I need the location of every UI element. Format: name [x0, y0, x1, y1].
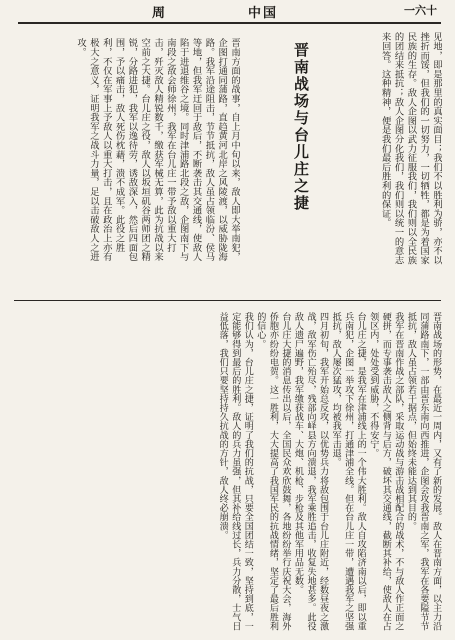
bottom-paragraph: 四月初旬，我军开始总反攻，以优势兵力将敌包围于台儿庄附近，经数昼夜之激战，敌军伤亡殆尽，残部向峄县方向溃退，我军乘胜追击，收复失地甚多。此役敌人遗尸遍野，我军缴获战车、大炮、机枪、步枪及其他军用品无数。	[292, 312, 329, 631]
header-china: 中国	[248, 6, 279, 21]
article-title: 晋南战场与台儿庄之捷	[292, 42, 310, 212]
top-left-column: 晋南方面的战事，自上月中旬以来，敌人即大举南犯，企图打通同蒲路，直趋黄河北岸之风陵渡，以威胁陇海路。我军沿途阻击，节节抵抗，敌人虽占领临汾、侯马等地，但我军迂回于敌后，不断袭击其交通线，使敌人陷于进退维谷之境。同时津浦路北段之敌，企图南下与南段之敌会师徐州，我军在台儿庄一带予敌以重大打击，歼灭敌人精锐数千，缴获军械无算，此为抗战以来空前之大捷。台儿庄之役，敌人以坂垣矶谷两师团之精锐，分路进犯，我军以逸待劳，诱敌深入，然后四面包围，予以痛击，敌人死伤枕藉，溃不成军。此役之胜利，不仅在军事上予敌人以重大打击，且在政治上亦有极大之意义，证明我军之战斗力量，足以击破敌人之进攻。	[75, 38, 240, 262]
header-page-number: 一六十	[404, 4, 437, 17]
bottom-paragraph: 晋南战场的形势，在最近一周内，又有了新的发展。敌人在晋南方面，以主力沿同蒲路南下，一部由晋东南向西推进，企图会攻我晋南之军，我军在各要隘节节抵抗，敌人虽占领若干据点，但始终未能达到其目的。	[405, 312, 441, 631]
top-right-column: 见地，即是那里的真实面目；我们不以胜利为骄，亦不以挫折而馁，但我们的一切努力，一切牺牲，都是为着国家民族的生存。敌人企图以武力征服我们，我们则以全民族的团结来抵抗；敌人企图分化我们，我们则以统一的意志来回答。这种精神，便是我们最后胜利的保证。	[379, 32, 442, 265]
header-weekly: 周	[152, 6, 168, 21]
bottom-paragraph: 台儿庄大捷的消息传出以后，全国民众欢欣鼓舞，各地纷纷举行庆祝大会，海外侨胞亦纷纷电贺。这一胜利，大大提高了我国军民的抗战情绪，坚定了最后胜利的信心。	[255, 312, 291, 631]
bottom-paragraph: 我们认为，台儿庄之捷，证明了我们的抗战，只要全国团结一致，坚持到底，一定能够得到最后的胜利。敌人的兵力虽强，但其补给线过长，兵力分散，士气日益低落，我们只要坚持持久抗战的方针，敌人终必崩溃。	[217, 312, 253, 631]
bottom-paragraph: 台儿庄之捷，是我军在津浦线上的一个伟大胜利。敌人自攻陷济南以后，即以重兵南犯，企图一举攻下徐州，打通津浦全线。但在台儿庄一带，遭遇我军之坚强抵抗，敌人屡次猛攻，均被我军击退。	[330, 312, 366, 631]
section-divider	[14, 300, 441, 301]
page-header	[18, 0, 441, 24]
bottom-paragraph: 我军在晋南作战之部队，采取运动战与游击战相配合的战术，不与敌人作正面之硬拼，而专事袭击敌人之侧背与后方，破坏其交通线，截断其补给，使敌人在占领区内，处处受到威胁，不得安宁。	[368, 312, 404, 631]
bottom-section	[12, 312, 442, 632]
article-title-block	[262, 42, 312, 262]
